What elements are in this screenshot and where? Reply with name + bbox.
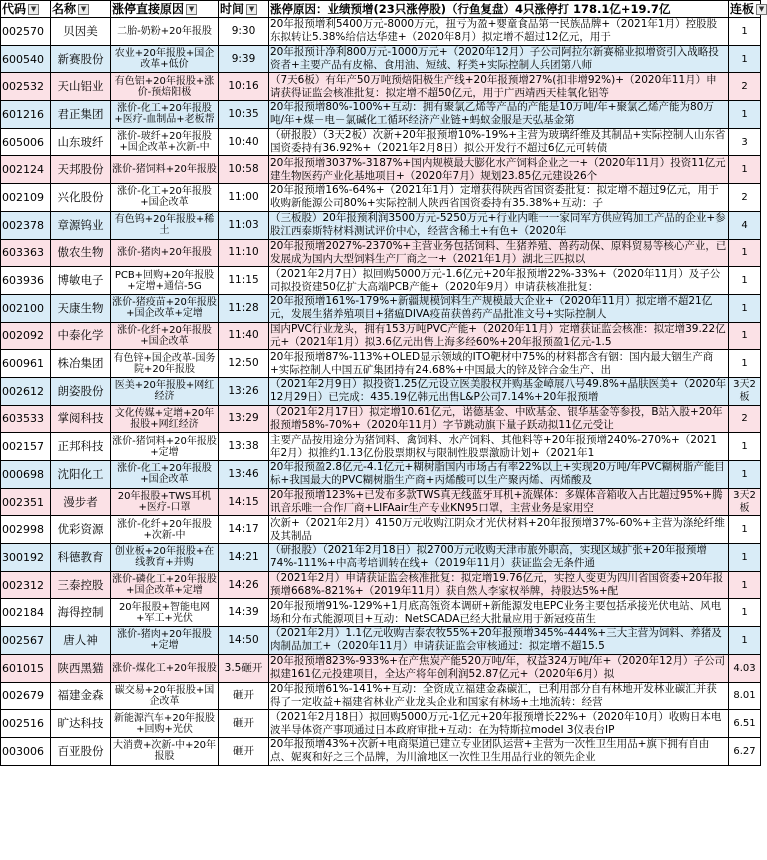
name-cell: 陕西黑猫 — [51, 654, 111, 682]
name-cell: 掌阅科技 — [51, 405, 111, 433]
name-cell: 章源钨业 — [51, 211, 111, 239]
count-cell: 6.27 — [729, 737, 761, 765]
code-cell: 002100 — [1, 294, 51, 322]
count-cell: 2 — [729, 184, 761, 212]
direct-reason-cell: 新能源汽车+20年报股+回购+光伏 — [111, 710, 219, 738]
filter-dropdown-icon[interactable]: ▼ — [78, 4, 89, 15]
table-row[interactable] — [1, 571, 761, 599]
name-cell: 天山铝业 — [51, 73, 111, 101]
table-row[interactable] — [1, 73, 761, 101]
count-cell: 1 — [729, 516, 761, 544]
reason-cell: 20年报预增61%-141%+互动：全资成立福建金森碳汇，已利用部分自有林地开发林业碳汇并获得了一定收益+福建省林业产业龙头企业和国家有林场+土地流转：经营 — [269, 682, 729, 710]
filter-dropdown-icon[interactable]: ▼ — [186, 4, 197, 15]
reason-cell: 20年报预增823%-933%+在产焦炭产能520万吨/年，权益324万吨/年+（2020年12月）子公司拟建161亿元投建项目，全达产将年创利润52.87亿元+（2020年6月）拟 — [269, 654, 729, 682]
name-cell: 福建金森 — [51, 682, 111, 710]
code-cell: 605006 — [1, 128, 51, 156]
count-cell: 1 — [729, 18, 761, 46]
table-row[interactable] — [1, 682, 761, 710]
time-cell: 12:50 — [219, 350, 269, 378]
count-cell: 1 — [729, 294, 761, 322]
time-cell: 11:10 — [219, 239, 269, 267]
code-cell: 600961 — [1, 350, 51, 378]
count-cell: 1 — [729, 156, 761, 184]
name-cell: 君正集团 — [51, 101, 111, 129]
code-cell: 002312 — [1, 571, 51, 599]
direct-reason-cell: 涨价-玻纤+20年报股+国企改革+次新-中 — [111, 128, 219, 156]
reason-cell: （7天6板）有年产50万吨预焙阳极生产线+20年报预增27%(扣非增92%)+（2020年11月）申请获得证监会核准批复：拟定增不超50亿元，用于广西靖西天桂氧化铝等 — [269, 73, 729, 101]
code-cell: 601015 — [1, 654, 51, 682]
direct-reason-cell: 有色铝+20年报股+涨价-预焙阳极 — [111, 73, 219, 101]
filter-dropdown-icon[interactable]: ▼ — [756, 4, 767, 15]
table-row[interactable] — [1, 405, 761, 433]
table-row[interactable] — [1, 488, 761, 516]
time-cell: 14:15 — [219, 488, 269, 516]
table-row[interactable] — [1, 211, 761, 239]
reason-cell: 20年报预盈2.8亿元-4.1亿元+糊树脂国内市场占有率22%以上+实现20万吨/年PVC糊树脂产能目标+我国最大的PVC糊树脂生产商+丙烯酸可以生产聚丙烯、丙烯酸及 — [269, 461, 729, 489]
count-cell: 1 — [729, 627, 761, 655]
reason-cell: （2021年2月7日）拟回购5000万元-1.6亿元+20年报预增22%-33%+（2020年11月）及子公司拟投资建50亿扩大高端PCB产能+（2020年9月）申请获核准批复： — [269, 267, 729, 295]
name-cell: 新赛股份 — [51, 45, 111, 73]
reason-cell: 主要产品按用途分为猪饲料、禽饲料、水产饲料、其他料等+20年报预增240%-270%+（2021年2月）拟推约1.13亿份股票期权与限制性股票激励计划+（2021年1 — [269, 433, 729, 461]
count-cell: 1 — [729, 101, 761, 129]
time-cell: 13:29 — [219, 405, 269, 433]
count-cell: 1 — [729, 461, 761, 489]
table-row[interactable] — [1, 45, 761, 73]
name-cell: 科德教育 — [51, 544, 111, 572]
count-cell: 1 — [729, 267, 761, 295]
header-code[interactable]: 代码 ▼ — [1, 1, 51, 18]
time-cell: 9:39 — [219, 45, 269, 73]
reason-cell: 20年报预计净利800万元-1000万元+（2020年12月）子公司阿拉尔新赛棉业拟增资引入战略投资者+主要产品有皮棉、食用油、短绒、籽类+实际控制人兵团第八师 — [269, 45, 729, 73]
direct-reason-cell: 涨价-磷化工+20年报股+国企改革+定增 — [111, 571, 219, 599]
count-cell: 1 — [729, 239, 761, 267]
header-time[interactable]: 时间 ▼ — [219, 1, 269, 18]
name-cell: 天邦股份 — [51, 156, 111, 184]
reason-cell: 20年报预增利5400万元-8000万元，扭亏为盈+婴童食品第一民族品牌+（2021年1月）控股股东拟转让5.38%给信达华建+（2020年8月）拟定增不超过12亿元，用于 — [269, 18, 729, 46]
name-cell: 博敏电子 — [51, 267, 111, 295]
code-cell: 002109 — [1, 184, 51, 212]
time-cell: 13:46 — [219, 461, 269, 489]
direct-reason-cell: 农业+20年报股+国企改革+低价 — [111, 45, 219, 73]
code-cell: 002532 — [1, 73, 51, 101]
count-cell: 1 — [729, 599, 761, 627]
time-cell: 11:15 — [219, 267, 269, 295]
table-row[interactable] — [1, 128, 761, 156]
direct-reason-cell: 涨价-猪饲料+20年报股 — [111, 156, 219, 184]
reason-cell: 国内PVC行业龙头，拥有153万吨PVC产能+（2020年11月）定增获证监会核准：拟定增39.22亿元+（2021年1月）拟3.6亿元出售上海多经60%+20年报预盈1亿元-1.5 — [269, 322, 729, 350]
direct-reason-cell: PCB+回购+20年报股+定增+通信-5G — [111, 267, 219, 295]
table-row[interactable] — [1, 516, 761, 544]
code-cell: 300192 — [1, 544, 51, 572]
count-cell: 8.01 — [729, 682, 761, 710]
time-cell: 10:16 — [219, 73, 269, 101]
code-cell: 603363 — [1, 239, 51, 267]
header-name[interactable]: 名称 ▼ — [51, 1, 111, 18]
table-row[interactable] — [1, 599, 761, 627]
count-cell: 1 — [729, 544, 761, 572]
count-cell: 1 — [729, 322, 761, 350]
reason-cell: 20年报预增3037%-3187%+国内规模最大膨化水产饲料企业之一+（2020年11月）投资11亿元建生物医药产业化基地项目+（2020年7月）规划23.85亿元建设26个 — [269, 156, 729, 184]
count-cell: 4 — [729, 211, 761, 239]
name-cell: 三泰控股 — [51, 571, 111, 599]
time-cell: 砸开 — [219, 682, 269, 710]
direct-reason-cell: 有色钨+20年报股+稀土 — [111, 211, 219, 239]
reason-cell: 20年报预增87%-113%+OLED显示领域的ITO靶材中75%的材料都含有铟：国内最大铟生产商+实际控制人中国五矿集团持有24.68%+中国最大的锌及锌合金生产、出 — [269, 350, 729, 378]
code-cell: 002157 — [1, 433, 51, 461]
filter-dropdown-icon[interactable]: ▼ — [246, 4, 257, 15]
table-row[interactable] — [1, 710, 761, 738]
time-cell: 13:38 — [219, 433, 269, 461]
code-cell: 003006 — [1, 737, 51, 765]
name-cell: 海得控制 — [51, 599, 111, 627]
time-cell: 10:35 — [219, 101, 269, 129]
time-cell: 14:17 — [219, 516, 269, 544]
name-cell: 漫步者 — [51, 488, 111, 516]
direct-reason-cell: 涨价-煤化工+20年报股 — [111, 654, 219, 682]
header-row — [1, 1, 761, 18]
name-cell: 唐人神 — [51, 627, 111, 655]
reason-cell: 20年报预增123%+已发布多款TWS真无线蓝牙耳机+流媒体：多媒体音箱收入占比超过95%+腾讯音乐唯一合作厂商+LIFAair生产专业KN95口罩，主营业务是家用空 — [269, 488, 729, 516]
name-cell: 旷达科技 — [51, 710, 111, 738]
count-cell: 1 — [729, 433, 761, 461]
time-cell: 3.5砸开 — [219, 654, 269, 682]
table-row[interactable] — [1, 654, 761, 682]
reason-cell: （2021年2月9日）拟投资1.25亿元设立医美股权并购基金嶂展八号49.8%+晶肤医美+（2020年12月29日）已完成：435.19亿韩元出售L&P公司7.14%+20年报预增 — [269, 377, 729, 405]
code-cell: 603936 — [1, 267, 51, 295]
reason-cell: （2021年2月17日）拟定增10.61亿元，诺德基金、中欧基金、银华基金等参投，B站入股+20年报预增58%-70%+（2020年11月）字节跳动旗下量子跃动拟11亿元受让 — [269, 405, 729, 433]
name-cell: 贝因美 — [51, 18, 111, 46]
reason-cell: 20年报预增91%-129%+1月底高瓴资本调研+新能源发电EPC业务主要包括承接光伏电站、风电场和分布式能源项目+互动：NetSCADA已经大批量应用于新冠疫苗生 — [269, 599, 729, 627]
header-direct-reason[interactable]: 涨停直接原因 ▼ — [111, 1, 219, 18]
table-body — [1, 18, 761, 766]
time-cell: 14:21 — [219, 544, 269, 572]
name-cell: 傲农生物 — [51, 239, 111, 267]
time-cell: 10:40 — [219, 128, 269, 156]
code-cell: 601216 — [1, 101, 51, 129]
direct-reason-cell: 二胎-奶粉+20年报股 — [111, 18, 219, 46]
direct-reason-cell: 涨价-化纤+20年报股+次新-中 — [111, 516, 219, 544]
code-cell: 603533 — [1, 405, 51, 433]
direct-reason-cell: 碳交易+20年报股+国企改革 — [111, 682, 219, 710]
count-cell: 3天2板 — [729, 377, 761, 405]
reason-cell: （2021年2月18日）拟回购5000万元-1亿元+20年报预增长22%+（2020年10月）收购日本电波半导体资产事项通过日本政府审批+互动：在为特斯拉model 3仪表台IP — [269, 710, 729, 738]
reason-cell: （2021年2月）申请获证监会核准批复：拟定增19.76亿元，实控人变更为四川省国资委+20年报预增668%-821%+（2019年11月）获自然人李家权举牌，持股达5%+配 — [269, 571, 729, 599]
reason-cell: 20年报预增16%-64%+（2021年1月）定增获得陕西省国资委批复：拟定增不超过9亿元，用于收购新能源公司80%+实际控制人陕西省国资委持有35.38%+互动：子 — [269, 184, 729, 212]
table-row[interactable] — [1, 184, 761, 212]
name-cell: 朗姿股份 — [51, 377, 111, 405]
time-cell: 10:58 — [219, 156, 269, 184]
table-row[interactable] — [1, 433, 761, 461]
direct-reason-cell: 大消费+次新-中+20年报股 — [111, 737, 219, 765]
time-cell: 14:26 — [219, 571, 269, 599]
reason-cell: （研报股）（2021年2月18日）拟2700万元收购天津市旅外职高，实现区域扩张+20年报预增74%-111%+中高考培训转在线+（2019年11月）获证监会无条件通 — [269, 544, 729, 572]
reason-cell: （2021年2月）1.1亿元收购吉泰农牧55%+20年报预增345%-444%+三大主营为饲料、养猪及肉制品加工+（2020年11月）申请获证监会审核通过：拟定增不超15.5 — [269, 627, 729, 655]
time-cell: 11:00 — [219, 184, 269, 212]
name-cell: 天康生物 — [51, 294, 111, 322]
code-cell: 002516 — [1, 710, 51, 738]
table-row[interactable] — [1, 377, 761, 405]
table-row[interactable] — [1, 239, 761, 267]
direct-reason-cell: 创业板+20年报股+在线教育+并购 — [111, 544, 219, 572]
code-cell: 002570 — [1, 18, 51, 46]
reason-cell: （研报股）（3天2板）次新+20年报预增10%-19%+主营为玻璃纤维及其制品+实际控制人山东省国资委持有36.92%+（2021年2月8日）拟公开发行不超过6亿元可转债 — [269, 128, 729, 156]
reason-cell: 20年报预增43%+次新+电商渠道已建立专业团队运营+主营为一次性卫生用品+旗下拥有自由点、妮爽和好之三个品牌，为川渝地区一次性卫生用品行业的领先企业 — [269, 737, 729, 765]
count-cell: 6.51 — [729, 710, 761, 738]
count-cell: 3 — [729, 128, 761, 156]
name-cell: 兴化股份 — [51, 184, 111, 212]
direct-reason-cell: 医美+20年报股+网红经济 — [111, 377, 219, 405]
name-cell: 百亚股份 — [51, 737, 111, 765]
reason-cell: 次新+（2021年2月）4150万元收购江阴众才光伏材料+20年报预增37%-60%+主营为涤纶纤维及其制品 — [269, 516, 729, 544]
count-cell: 2 — [729, 405, 761, 433]
count-cell: 3天2板 — [729, 488, 761, 516]
direct-reason-cell: 涨价-化工+20年报股+医疗-血制品+老板帮 — [111, 101, 219, 129]
code-cell: 002567 — [1, 627, 51, 655]
table-row[interactable] — [1, 350, 761, 378]
code-cell: 002612 — [1, 377, 51, 405]
direct-reason-cell: 有色锌+国企改革-国务院+20年报股 — [111, 350, 219, 378]
header-count[interactable]: 连板 ▼ — [729, 1, 761, 18]
direct-reason-cell: 涨价-化纤+20年报股+国企改革 — [111, 322, 219, 350]
direct-reason-cell: 涨价-化工+20年报股+国企改革 — [111, 461, 219, 489]
name-cell: 株冶集团 — [51, 350, 111, 378]
reason-cell: 20年报预增80%-100%+互动：拥有聚氯乙烯等产品的产能是10万吨/年+聚氯乙烯产能为80万吨/年+煤－电－氯碱化工循环经济产业链+蚂蚁金服是天弘基金第 — [269, 101, 729, 129]
table-row[interactable] — [1, 18, 761, 46]
table-row[interactable] — [1, 737, 761, 765]
count-cell: 1 — [729, 45, 761, 73]
code-cell: 002124 — [1, 156, 51, 184]
table-row[interactable] — [1, 322, 761, 350]
name-cell: 中泰化学 — [51, 322, 111, 350]
table-row[interactable] — [1, 267, 761, 295]
code-cell: 600540 — [1, 45, 51, 73]
table-row[interactable] — [1, 461, 761, 489]
table-row[interactable] — [1, 544, 761, 572]
reason-cell: 20年报预增2027%-2370%+主营业务包括饲料、生猪养殖、兽药动保、原料贸易等核心产业，已发展成为国内大型饲料生产厂商之一+（2021年1月）湖北三匹拟以 — [269, 239, 729, 267]
time-cell: 11:40 — [219, 322, 269, 350]
direct-reason-cell: 涨价-化工+20年报股+国企改革 — [111, 184, 219, 212]
name-cell: 优彩资源 — [51, 516, 111, 544]
direct-reason-cell: 涨价-猪疫苗+20年报股+国企改革+定增 — [111, 294, 219, 322]
header-reason[interactable]: 涨停原因：业绩预增(23只涨停股)（行鱼复盘）4只涨停打 178.1亿+19.7亿 — [269, 1, 729, 18]
code-cell: 002184 — [1, 599, 51, 627]
table-row[interactable] — [1, 101, 761, 129]
table-row[interactable] — [1, 294, 761, 322]
table-row[interactable] — [1, 627, 761, 655]
time-cell: 11:03 — [219, 211, 269, 239]
name-cell: 山东玻纤 — [51, 128, 111, 156]
count-cell: 1 — [729, 350, 761, 378]
count-cell: 4.03 — [729, 654, 761, 682]
filter-dropdown-icon[interactable]: ▼ — [28, 4, 39, 15]
reason-cell: （三板股）20年报预利润3500万元-5250万元+行业内唯一一家同军方供应钨加工产品的企业+参股江西泰斯特材料测试评价中心，经营含稀土+有色+（2020年 — [269, 211, 729, 239]
code-cell: 002351 — [1, 488, 51, 516]
code-cell: 002998 — [1, 516, 51, 544]
reason-cell: 20年报预增161%-179%+新疆规模饲料生产规模最大企业+（2020年11月）拟定增不超21亿元，发展生猪养殖项目+猪瘟DIVA疫苗获兽药产品批准文号+实际控制人 — [269, 294, 729, 322]
table-row[interactable] — [1, 156, 761, 184]
direct-reason-cell: 20年报股+TWS耳机+医疗-口罩 — [111, 488, 219, 516]
code-cell: 000698 — [1, 461, 51, 489]
time-cell: 砸开 — [219, 710, 269, 738]
code-cell: 002092 — [1, 322, 51, 350]
time-cell: 14:39 — [219, 599, 269, 627]
direct-reason-cell: 20年报股+智能电网+军工+光伏 — [111, 599, 219, 627]
direct-reason-cell: 涨价-猪饲料+20年报股+定增 — [111, 433, 219, 461]
count-cell: 2 — [729, 73, 761, 101]
direct-reason-cell: 涨价-猪肉+20年报股 — [111, 239, 219, 267]
time-cell: 9:30 — [219, 18, 269, 46]
name-cell: 正邦科技 — [51, 433, 111, 461]
count-cell: 1 — [729, 571, 761, 599]
name-cell: 沈阳化工 — [51, 461, 111, 489]
time-cell: 14:50 — [219, 627, 269, 655]
time-cell: 11:28 — [219, 294, 269, 322]
time-cell: 砸开 — [219, 737, 269, 765]
direct-reason-cell: 涨价-猪肉+20年报股+定增 — [111, 627, 219, 655]
direct-reason-cell: 文化传媒+定增+20年报股+网红经济 — [111, 405, 219, 433]
code-cell: 002679 — [1, 682, 51, 710]
code-cell: 002378 — [1, 211, 51, 239]
time-cell: 13:26 — [219, 377, 269, 405]
